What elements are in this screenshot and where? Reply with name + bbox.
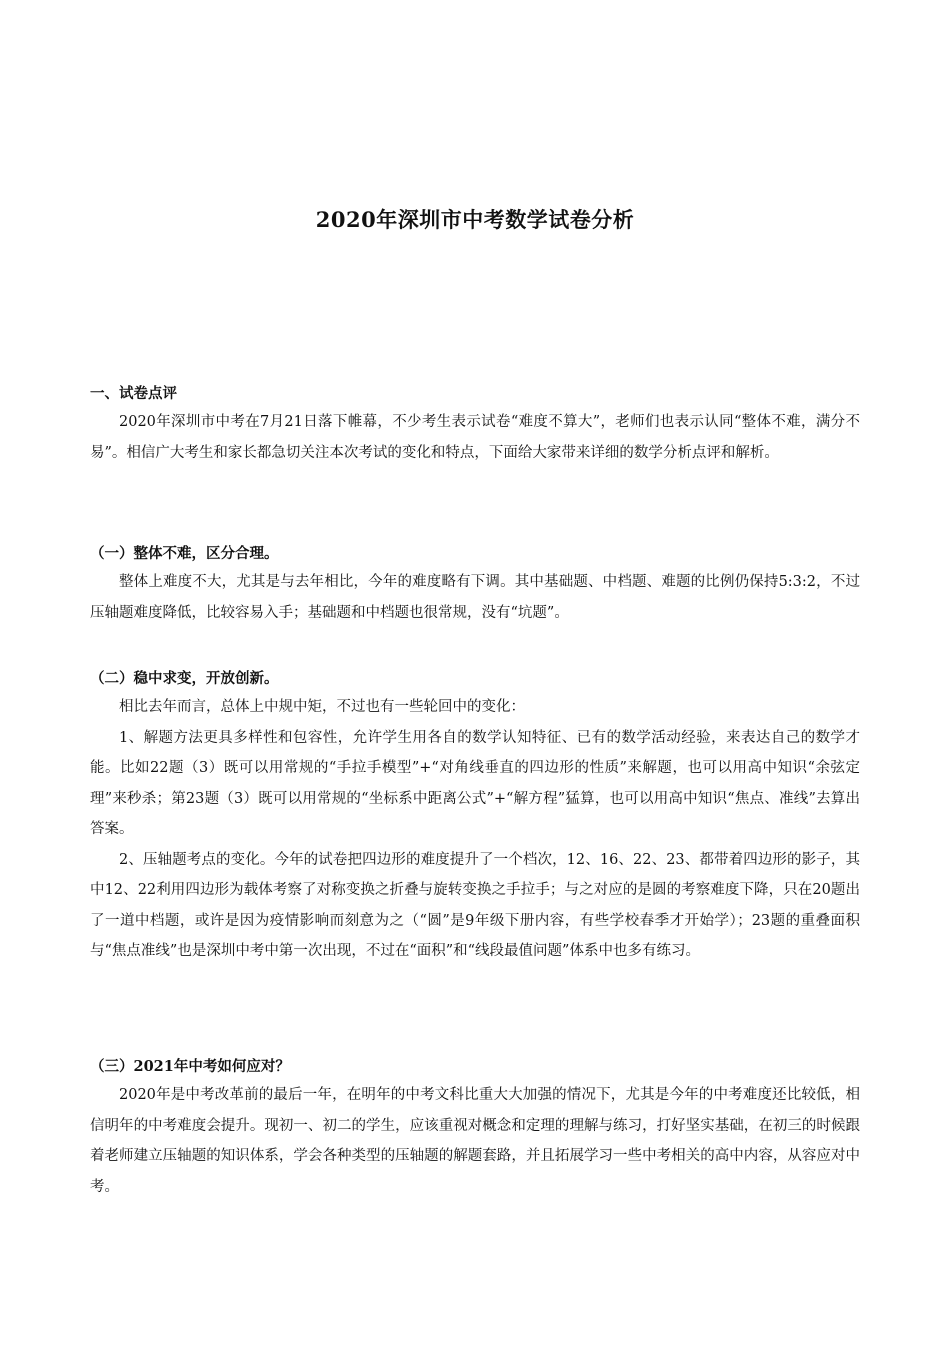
subsection-heading-2021: （三）2021年中考如何应对？ — [90, 1058, 290, 1075]
subsection-heading-changes: （二）稳中求变，开放创新。 — [90, 670, 279, 687]
paragraph-overall: 整体上难度不大，尤其是与去年相比，今年的难度略有下调。其中基础题、中档题、难题的比例仍保持5:3:2，不过压轴题难度降低，比较容易入手；基础题和中档题也很常规，没有“坑题”。 — [90, 574, 860, 621]
subsection-changes — [90, 669, 860, 967]
subsection-2021 — [90, 1057, 860, 1202]
paragraph-changes-point1: 1、解题方法更具多样性和包容性，允许学生用各自的数学认知特征、已有的数学活动经验，来表达自己的数学才能。比如22题（3）既可以用常规的“手拉手模型”+“对角线垂直的四边形的性质”来解题，也可以用高中知识“余弦定理”来秒杀；第23题（3）既可以用常规的“坐标系中距离公式”+“解方程”猛算，也可以用高中知识“焦点、准线”去算出答案。 — [90, 729, 860, 837]
section-heading-review: 一、试卷点评 — [90, 385, 177, 402]
paragraph-changes-intro: 相比去年而言，总体上中规中矩，不过也有一些轮回中的变化： — [119, 699, 525, 715]
document-title: 2020年深圳市中考数学试卷分析 — [315, 207, 635, 232]
paragraph-changes-point2: 2、压轴题考点的变化。今年的试卷把四边形的难度提升了一个档次，12、16、22、23、都带着四边形的影子，其中12、22利用四边形为载体考察了对称变换之折叠与旋转变换之手拉手；与之对应的是圆的考察难度下降，只在20题出了一道中档题，或许是因为疫情影响而刻意为之（“圆”是9年级下册内容，有些学校春季才开始学）；23题的重叠面积与“焦点准线”也是深圳中考中第一次出现，不过在“面积”和“线段最值问题”体系中也多有练习。 — [90, 851, 860, 959]
subsection-heading-overall: （一）整体不难，区分合理。 — [90, 545, 279, 562]
section-review — [90, 384, 860, 468]
subsection-overall — [90, 544, 860, 628]
paragraph-review: 2020年深圳市中考在7月21日落下帷幕，不少考生表示试卷“难度不算大”，老师们也表示认同“整体不难，满分不易”。相信广大考生和家长都急切关注本次考试的变化和特点，下面给大家带来详细的数学分析点评和解析。 — [90, 414, 860, 461]
paragraph-2021: 2020年是中考改革前的最后一年，在明年的中考文科比重大大加强的情况下，尤其是今年的中考难度还比较低，相信明年的中考难度会提升。现初一、初二的学生，应该重视对概念和定理的理解与练习，打好坚实基础，在初三的时候跟着老师建立压轴题的知识体系，学会各种类型的压轴题的解题套路，并且拓展学习一些中考相关的高中内容，从容应对中考。 — [90, 1087, 860, 1195]
